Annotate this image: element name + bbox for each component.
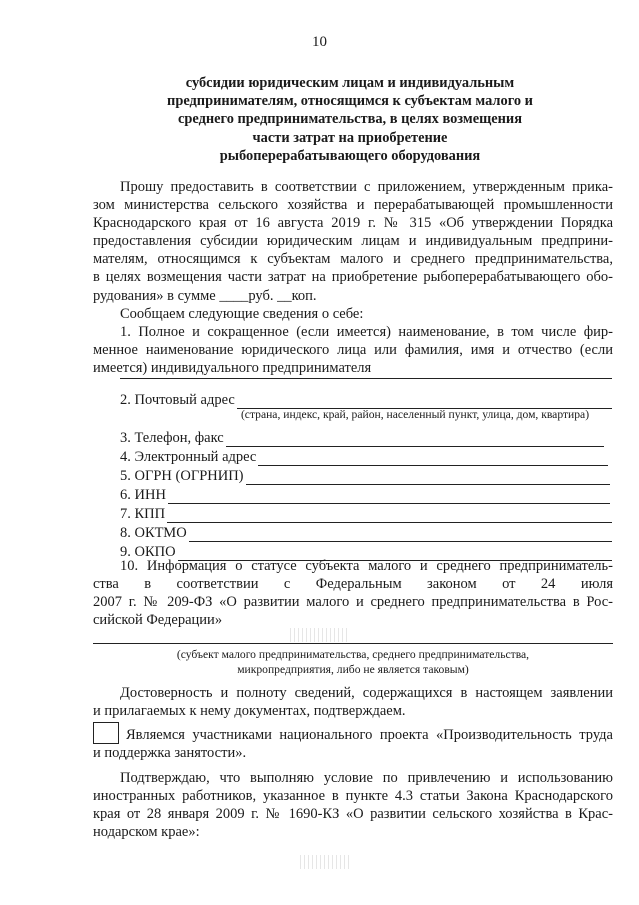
postal-note: (страна, индекс, край, район, населенный пункт, улица, дом, квартира) (240, 408, 590, 421)
fill-line[interactable] (226, 433, 604, 447)
document-heading (110, 74, 590, 165)
fill-line[interactable] (246, 471, 610, 485)
field-label: 4. Электронный адрес (120, 449, 257, 465)
paragraph-line: 2007 г. № 209-ФЗ «О развитии малого и среднего предпринимательства в Рос- (93, 594, 613, 611)
kpp-field[interactable] (120, 505, 612, 523)
field-label: 9. ОКПО (120, 544, 176, 560)
paragraph-line: и прилагаемых к нему документах, подтверждаем. (93, 703, 406, 720)
paragraph-line: и поддержка занятости». (93, 745, 247, 762)
paragraph-line: иностранных работников, указанное в пункте 4.3 статьи Закона Краснодарского (93, 788, 613, 805)
phone-fax-field[interactable] (120, 429, 604, 447)
heading-line: части затрат на приобретение (252, 129, 448, 146)
page-number: 10 (312, 34, 327, 50)
faint-stamp (300, 855, 350, 869)
paragraph-line: в целях возмещения части затрат на приобретение рыбоперерабатывающего обо- (93, 269, 613, 286)
heading-line: рыбоперерабатывающего оборудования (219, 147, 481, 164)
paragraph-line: ства в соответствии с Федеральным законом от 24 июля (93, 576, 613, 593)
paragraph-line: зом министерства сельского хозяйства и перерабатывающей промышленности (93, 197, 613, 214)
fill-line[interactable] (167, 509, 612, 523)
fill-line[interactable] (258, 452, 608, 466)
fill-line[interactable] (189, 528, 612, 542)
field-label: 7. КПП (120, 506, 166, 522)
status-note-line: (субъект малого предпринимательства, среднего предпринимательства, (176, 648, 530, 661)
status-note-line: микропредприятия, либо не является таковым) (237, 663, 469, 676)
request-paragraph (93, 178, 613, 305)
heading-line: среднего предпринимательства, в целях возмещения (178, 111, 522, 128)
field-label: 2. Почтовый адрес (120, 392, 235, 408)
confirm-paragraph (93, 684, 613, 720)
oktmo-field[interactable] (120, 524, 612, 542)
info-intro: Сообщаем следующие сведения о себе: (120, 306, 364, 322)
foreign-workers-paragraph (93, 769, 613, 841)
field-label: 6. ИНН (120, 487, 166, 503)
paragraph-line: Краснодарского края от 16 августа 2019 г. № 315 «Об утверждении Порядка (93, 215, 613, 232)
paragraph-line: предоставления субсидии юридическим лицам и индивидуальным предприни- (93, 233, 613, 250)
paragraph-line: рудования» в сумме ____руб. __коп. (93, 287, 317, 304)
project-paragraph (93, 726, 613, 762)
paragraph-line: мателям, относящимся к субъектам малого и среднего предпринимательства, (93, 251, 613, 268)
ogrn-field[interactable] (120, 467, 610, 485)
paragraph-line: имеется) индивидуального предпринимателя (93, 360, 372, 377)
field-label: 3. Телефон, факс (120, 430, 224, 446)
faint-stamp (290, 628, 350, 642)
paragraph-line: Достоверность и полноту сведений, содержащихся в настоящем заявлении (120, 685, 613, 701)
inn-field[interactable] (120, 486, 610, 504)
paragraph-line: нодарском крае»: (93, 824, 200, 841)
email-field[interactable] (120, 448, 608, 466)
paragraph-line: края от 28 января 2009 г. № 1690-КЗ «О развитии сельского хозяйства в Крас- (93, 806, 613, 823)
paragraph-line: Подтверждаю, что выполняю условие по привлечению и использованию (120, 770, 613, 786)
item-10-paragraph (93, 557, 613, 629)
field-label: 8. ОКТМО (120, 525, 187, 541)
paragraph-line: сийской Федерации» (93, 612, 223, 629)
heading-line: предпринимателям, относящимся к субъектам малого и (167, 93, 533, 110)
item-1-paragraph (93, 323, 613, 377)
fill-line[interactable] (168, 490, 610, 504)
field-label: 5. ОГРН (ОГРНИП) (120, 468, 244, 484)
paragraph-line: 1. Полное и сокращенное (если имеется) наименование, в том числе фир- (120, 324, 613, 340)
fill-line[interactable] (120, 378, 612, 379)
paragraph-line: 10. Информация о статусе субъекта малого и среднего предприниматель- (120, 558, 613, 574)
heading-line: субсидии юридическим лицам и индивидуальным (185, 75, 515, 91)
fill-line[interactable] (93, 643, 613, 644)
paragraph-line: менное наименование юридического лица или фамилия, имя и отчество (если (93, 342, 613, 359)
paragraph-line: Прошу предоставить в соответствии с приложением, утвержденным прика- (120, 179, 613, 195)
paragraph-line: Являемся участниками национального проекта «Производительность труда (126, 727, 613, 743)
